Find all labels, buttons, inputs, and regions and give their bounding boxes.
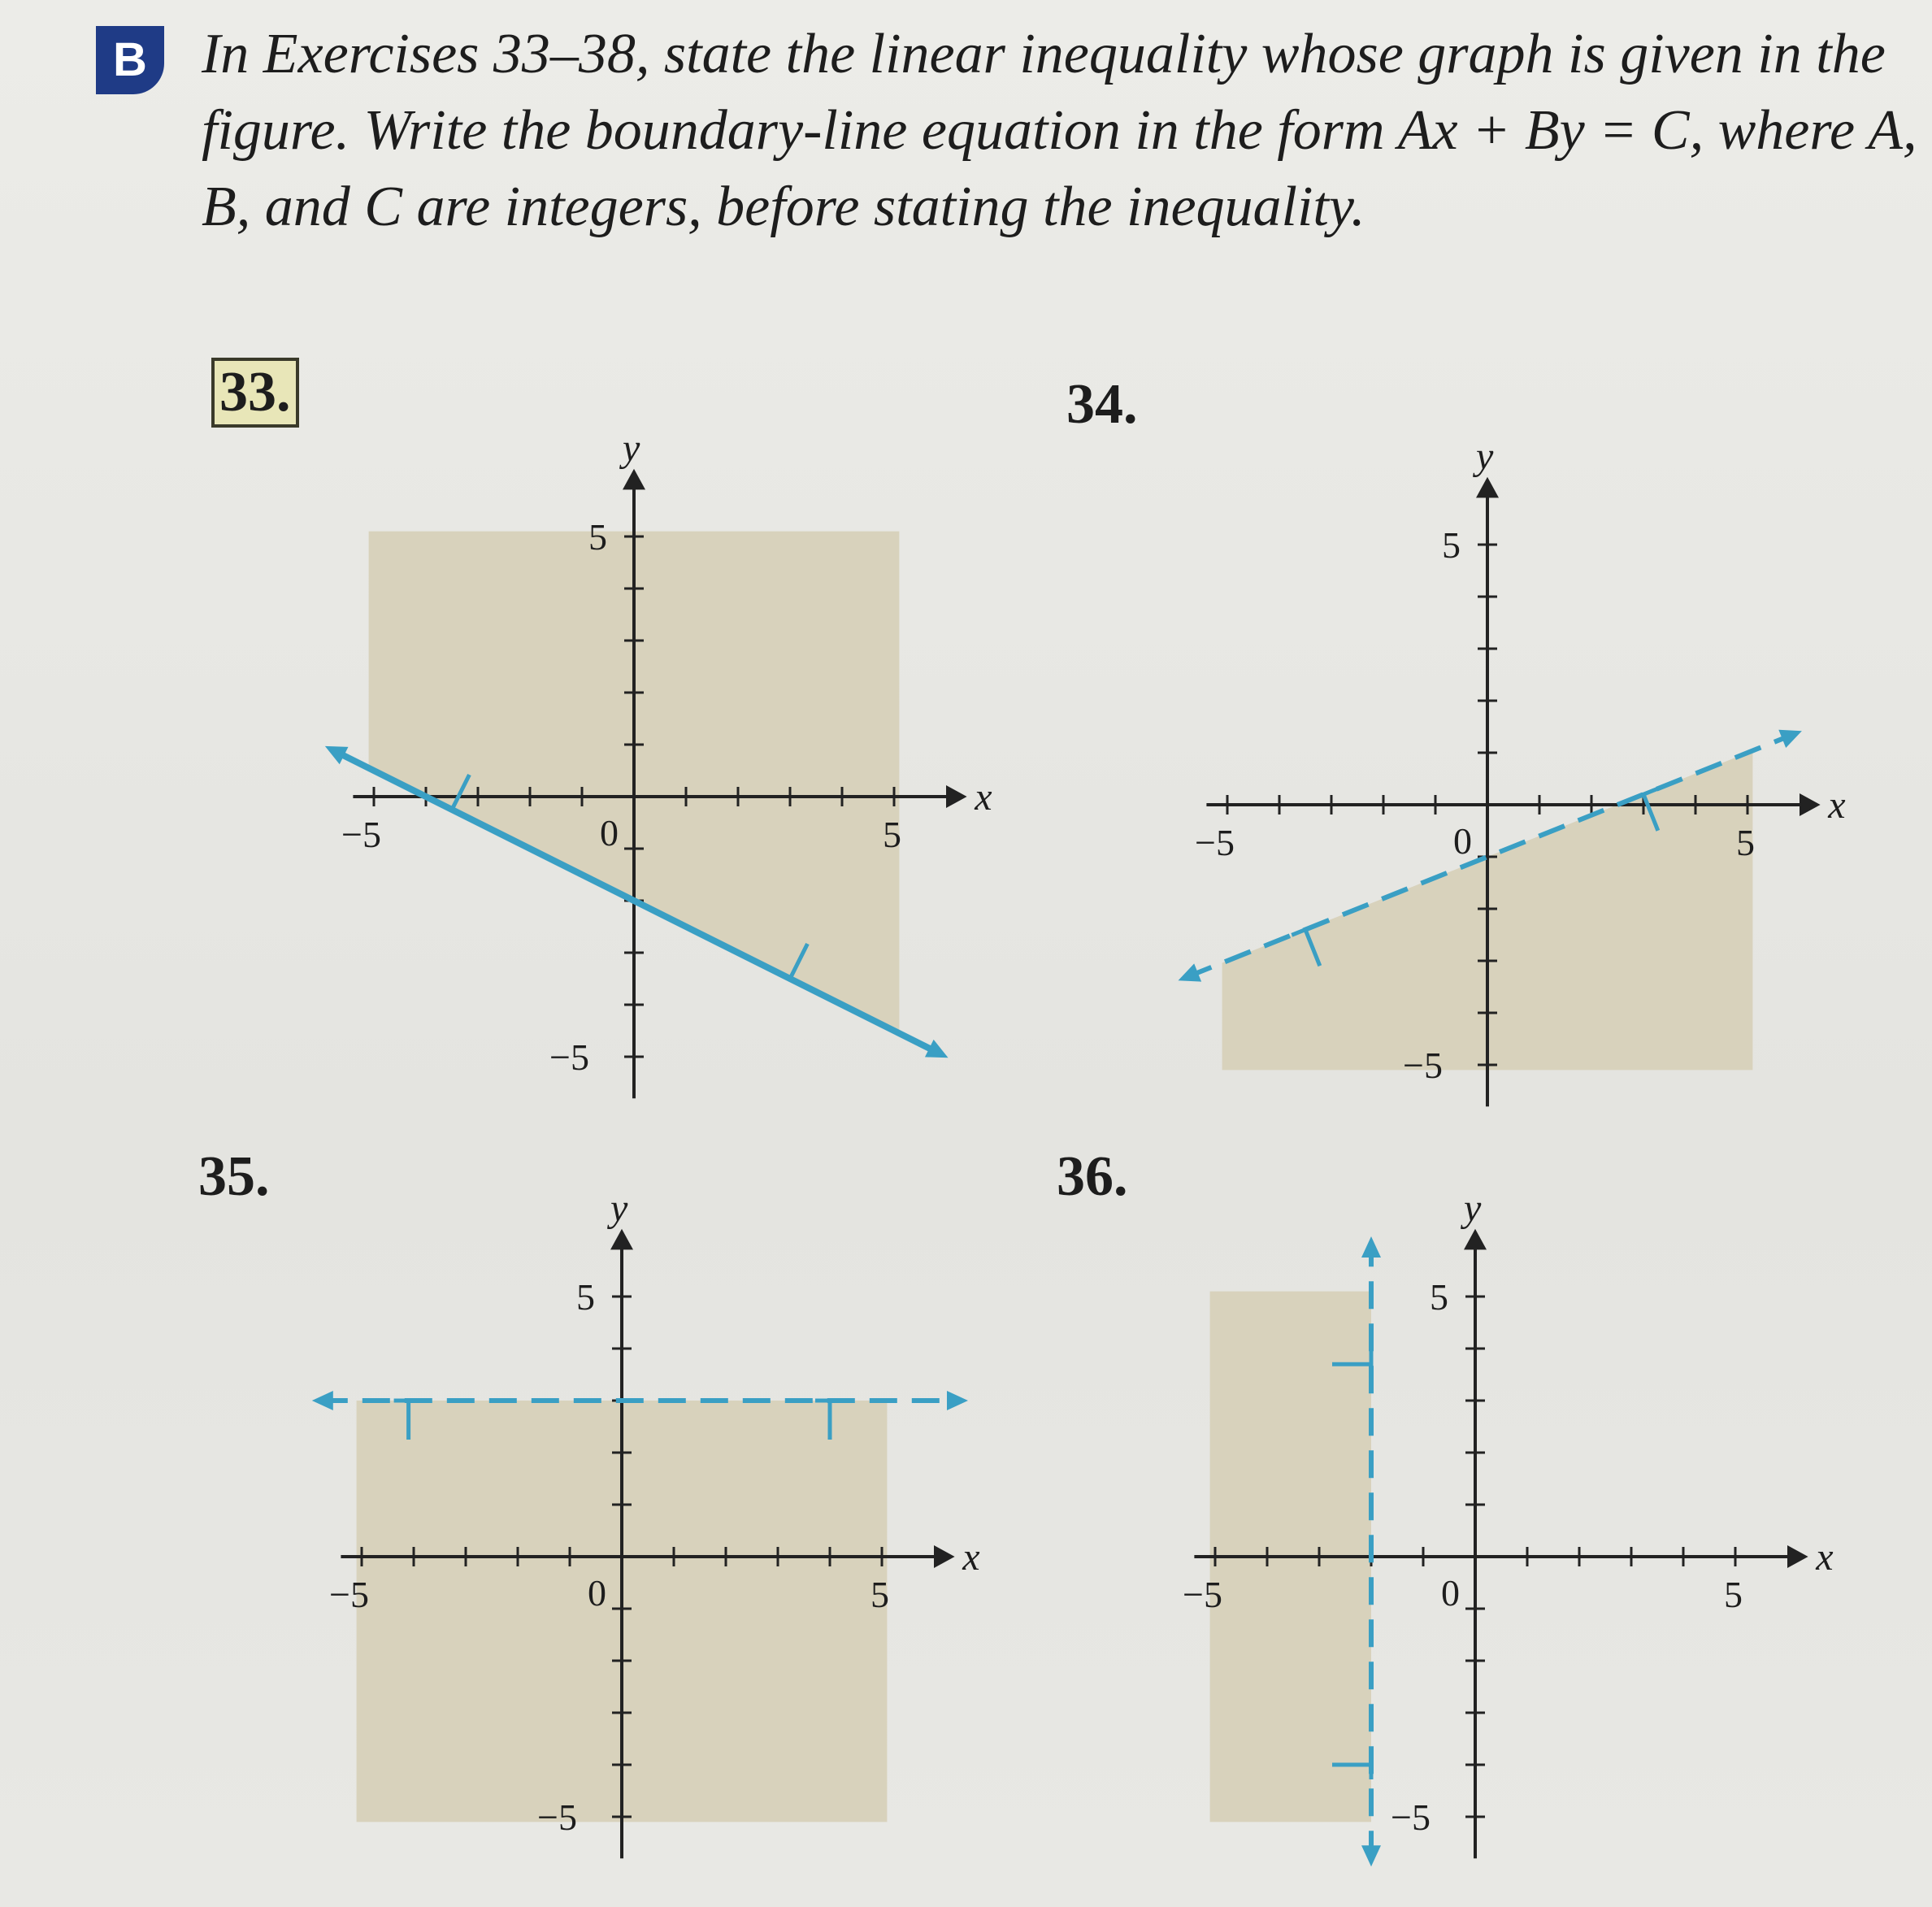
x-tick-label-5: 5	[883, 814, 901, 855]
boundary-arrowhead	[312, 1391, 333, 1410]
y-tick-label-5: 5	[1442, 524, 1461, 566]
graph-36	[1134, 1187, 1834, 1898]
y-tick-label-5: 5	[1430, 1276, 1448, 1318]
x-tick-label-neg5: −5	[1183, 1574, 1222, 1615]
x-axis-arrow	[946, 785, 967, 808]
y-axis-arrow	[610, 1229, 633, 1250]
x-tick-label-5: 5	[1736, 822, 1755, 863]
x-axis-label: x	[975, 775, 992, 819]
y-axis-arrow	[1476, 477, 1499, 498]
boundary-arrowhead	[1361, 1236, 1381, 1258]
y-axis-arrow	[1464, 1229, 1487, 1250]
x-axis-label: x	[1828, 784, 1846, 827]
y-axis-label: y	[1476, 435, 1494, 479]
y-tick-label-neg5: −5	[537, 1796, 577, 1838]
instructions-text: In Exercises 33–38, state the linear inequality whose graph is given in the figure. Write the boundary-line equation in the form Ax + By = C, where A, B, and C are integers, before stating the inequality.	[202, 23, 1917, 238]
x-tick-label-neg5: −5	[329, 1574, 369, 1615]
graph-34	[1146, 435, 1846, 1146]
origin-label: 0	[600, 812, 619, 854]
boundary-arrowhead	[1361, 1845, 1381, 1866]
x-tick-label-5: 5	[1724, 1574, 1743, 1615]
y-tick-label-5: 5	[588, 516, 607, 558]
y-tick-label-neg5: −5	[1391, 1796, 1431, 1838]
exercise-number-33: 33.	[211, 358, 299, 428]
y-axis-label: y	[610, 1187, 628, 1231]
exercise-number-35: 35.	[198, 1145, 270, 1208]
origin-label: 0	[588, 1572, 606, 1614]
origin-label: 0	[1441, 1572, 1460, 1614]
x-axis-arrow	[1787, 1545, 1808, 1568]
x-tick-label-neg5: −5	[1195, 822, 1235, 863]
y-tick-label-neg5: −5	[549, 1036, 589, 1078]
y-axis-label: y	[1464, 1187, 1482, 1231]
x-axis-arrow	[1800, 793, 1821, 816]
graph-35	[280, 1187, 980, 1898]
exercise-number-36: 36.	[1057, 1145, 1128, 1208]
x-axis-arrow	[934, 1545, 955, 1568]
origin-label: 0	[1453, 820, 1472, 862]
x-axis-label: x	[1816, 1536, 1834, 1579]
graph-33	[293, 427, 992, 1138]
y-axis-arrow	[623, 469, 645, 490]
y-axis-label: y	[623, 427, 640, 471]
x-axis-label: x	[962, 1536, 980, 1579]
y-tick-label-neg5: −5	[1403, 1045, 1443, 1086]
exercise-number-34: 34.	[1066, 373, 1138, 436]
x-tick-label-neg5: −5	[341, 814, 381, 855]
y-tick-label-5: 5	[576, 1276, 595, 1318]
section-badge: B	[96, 26, 164, 94]
x-tick-label-5: 5	[870, 1574, 889, 1615]
